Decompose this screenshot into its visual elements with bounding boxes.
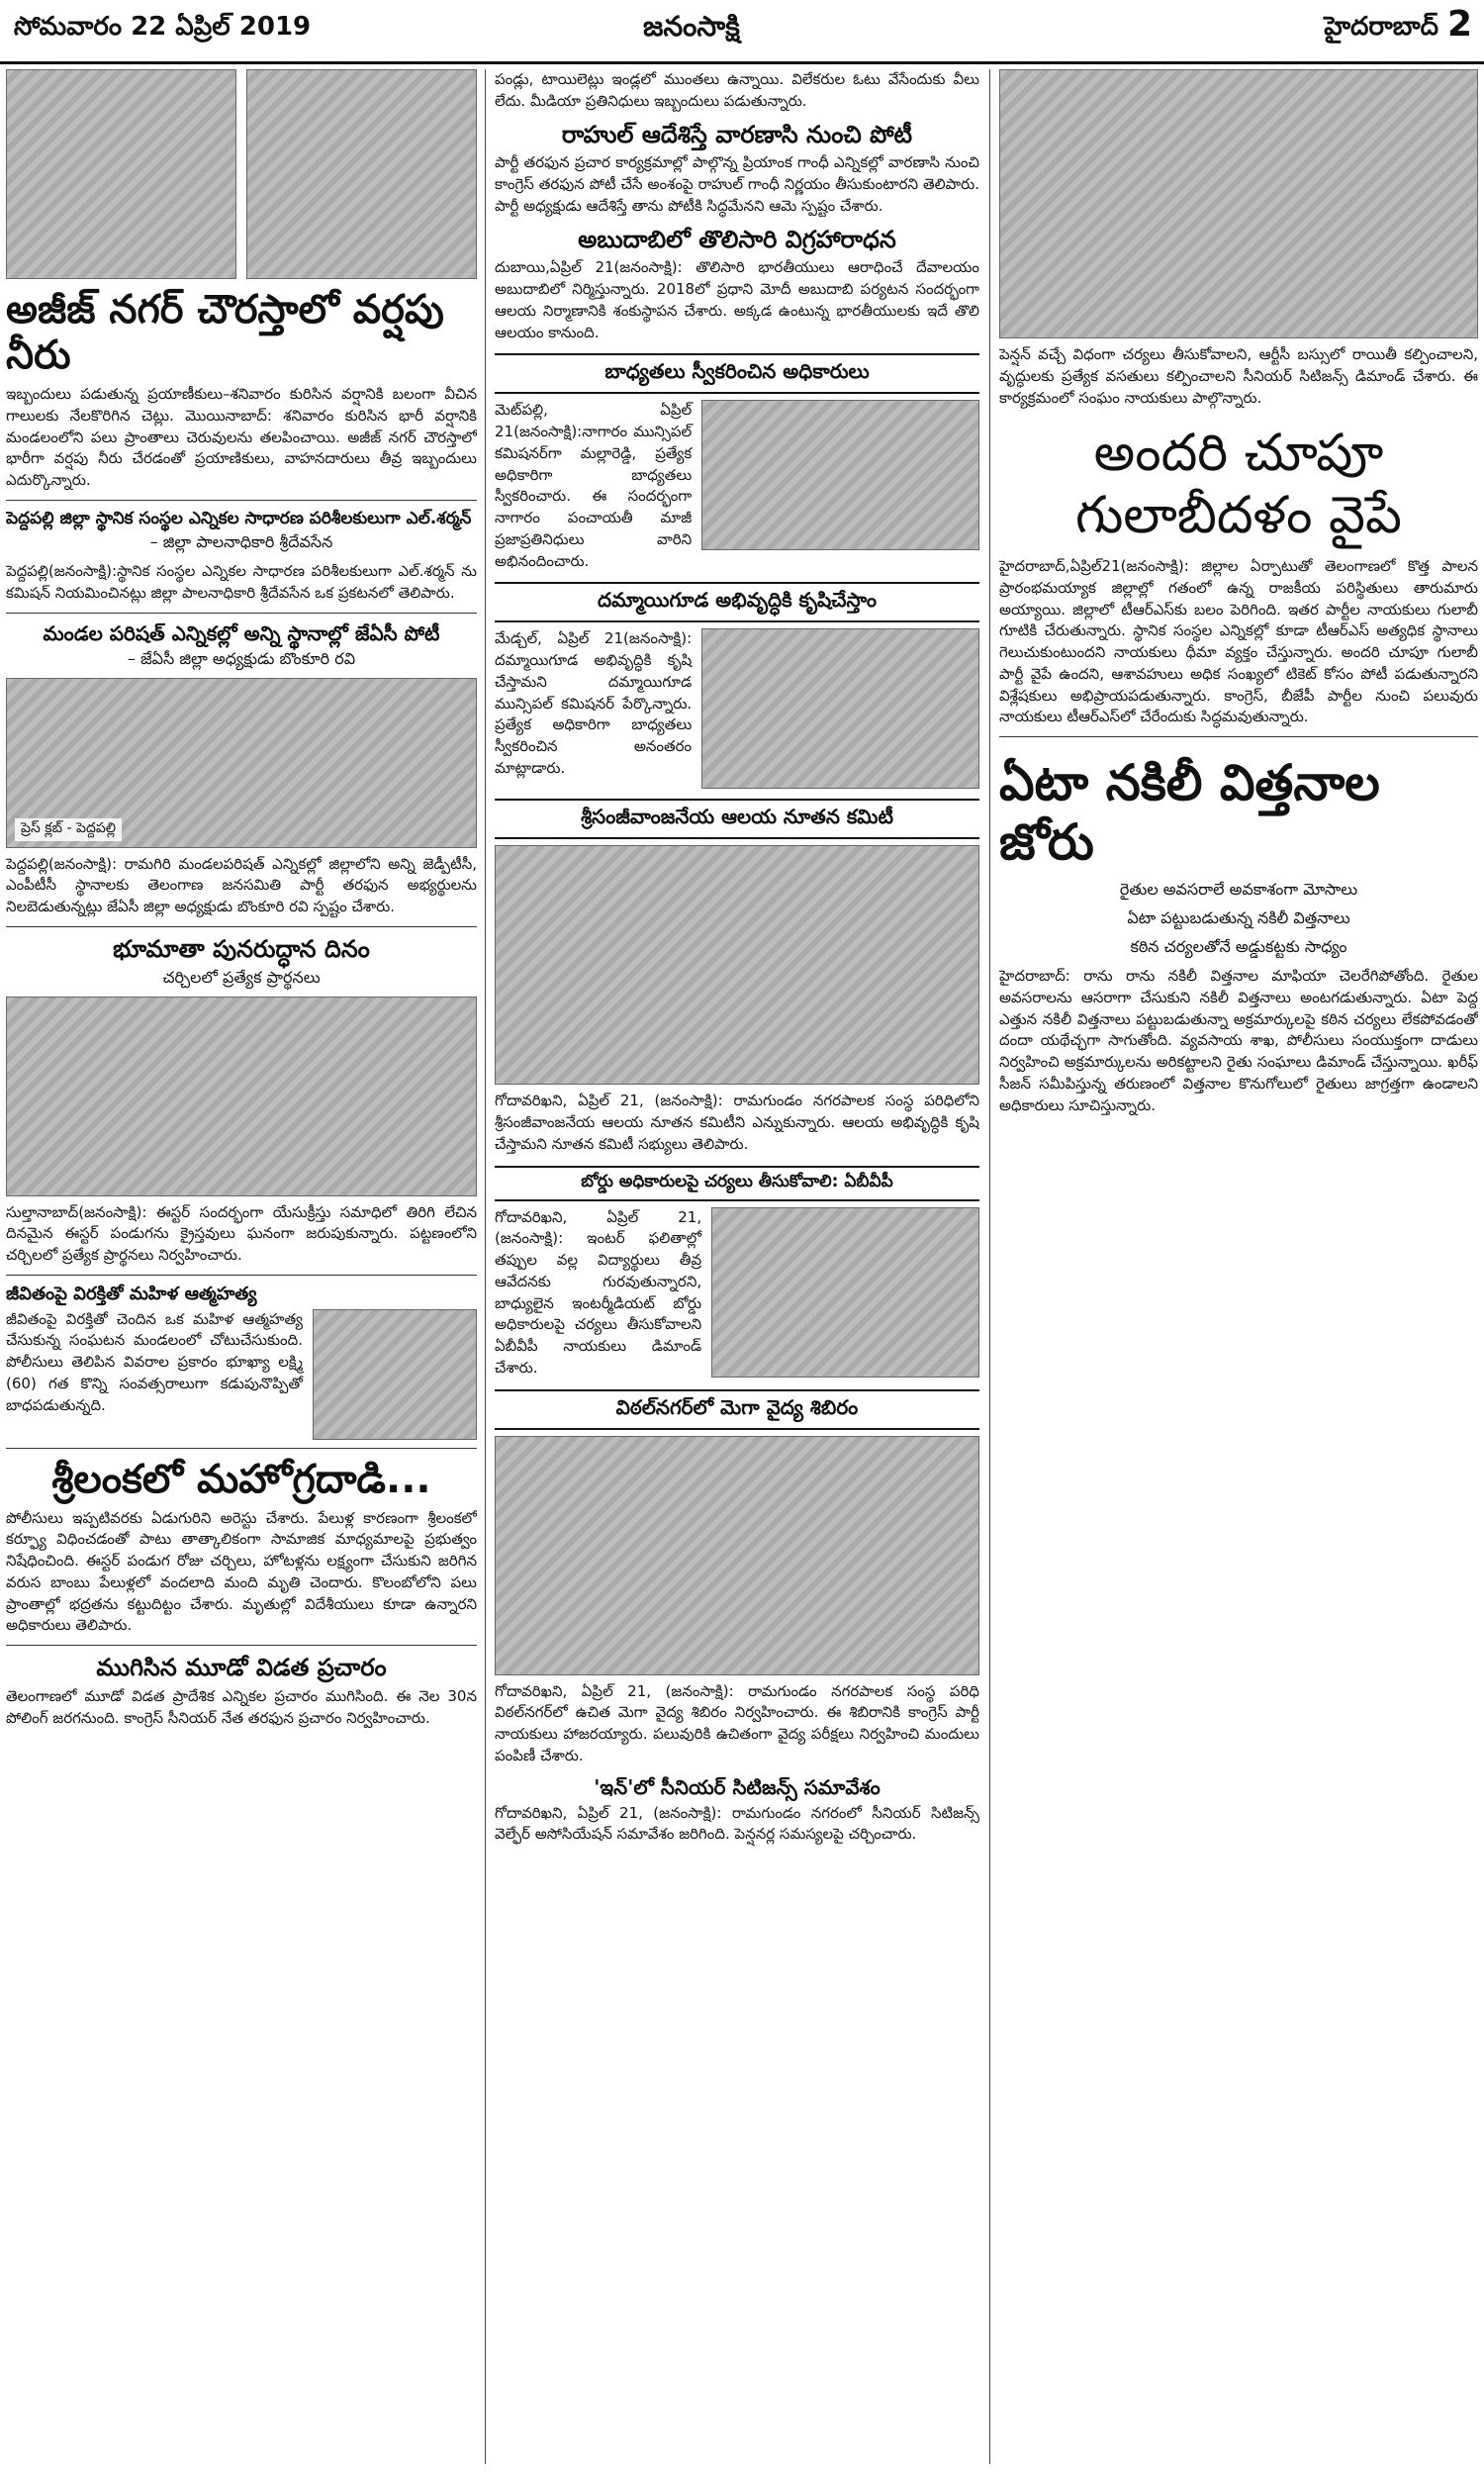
column-middle (495, 69, 979, 2464)
article-body: పెద్దపల్లి(జనంసాక్షి): రామగిరి మండలపరిషత్ ఎన్నికల్లో జిల్లాలోని అన్ని జెడ్పీటీసీ, ఎంపీటీసీ స్థానాలకు తెలంగాణ జనసమితి పార్టీ తరఫున అభ్యర్థులను నిలబెడుతున్నట్లు జేఏసీ జిల్లా అధ్యక్షుడు బొంకూరి రవి స్పష్టం చేశారు. (6, 854, 477, 916)
headline-varanasi: రాహుల్ ఆదేశిస్తే వారణాసి నుంచి పోటీ (561, 120, 913, 148)
column-right (999, 69, 1478, 2464)
edition-city: హైదరాబాద్ (1324, 12, 1438, 42)
subheadline: కఠిన చర్యలతోనే అడ్డుకట్టకు సాధ్యం (1130, 937, 1347, 957)
headline-dammaiguda: దమ్మాయిగూడ అభివృద్ధికి కృషిచేస్తాం (495, 582, 979, 622)
photo-row (6, 69, 477, 279)
article-body: గోదావరిఖని, ఏప్రిల్ 21, (జనంసాక్షి): రామగుండం నగరంలో సీనియర్ సిటిజన్స్ వెల్ఫేర్ అసోసియేషన్ సమావేశం జరిగింది. పెన్షనర్ల సమస్యలపై చర్చించారు. (495, 1803, 979, 1844)
photo-senior-citizens-meeting (999, 69, 1478, 338)
article-body: పార్టీ తరఫున ప్రచార కార్యక్రమాల్లో పాల్గొన్న ప్రియాంక గాంధీ ఎన్నికల్లో వారణాసి నుంచి కాంగ్రెస్ తరఫున పోటీ చేసే అంశంపై రాహుల్ గాంధీ నిర్ణయం తీసుకుంటారని తెలిపారు. పార్టీ అధ్యక్షుడు ఆదేశిస్తే తాను పోటీకి సిద్ధమేనని ఆమె స్పష్టం చేశారు. (495, 153, 979, 215)
page-number: 2 (1446, 4, 1472, 45)
headline-aziz-nagar: అజీజ్ నగర్ చౌరస్తాలో వర్షపు నీరు (6, 287, 444, 378)
photo-caption: ప్రెస్ క్లబ్ - పెద్దపల్లి (15, 818, 122, 841)
article-body: గోదావరిఖని, ఏప్రిల్ 21, (జనంసాక్షి): రామగుండం నగరపాలక సంస్థ పరిధి విఠల్‌నగర్‌లో ఉచిత మెగా వైద్య శిబిరం నిర్వహించారు. ఈ శిబిరానికి కాంగ్రెస్ పార్టీ నాయకులు హాజరయ్యారు. పలువురికి ఉచితంగా వైద్య పరీక్షలు నిర్వహించి మందులు పంపిణీ చేశారు. (495, 1681, 979, 1764)
divider (6, 926, 477, 927)
photo-abvp (711, 1207, 979, 1378)
divider (6, 1275, 477, 1276)
headline-senior-citizens: 'ఇన్'లో సీనియర్ సిటిజన్స్ సమావేశం (594, 1774, 881, 1799)
column-divider (485, 69, 486, 2464)
article-body: ఇబ్బందులు పడుతున్న ప్రయాణీకులు–శనివారం కురిసిన వర్షానికి బలంగా వీచిన గాలులకు నేలకొరిగిన చెట్లు. మొయినాబాద్: శనివారం కురిసిన భారీ వర్షానికి మండలంలోని పలు ప్రాంతాలు చెరువులను తలపించాయి. అజీజ్ నగర్ చౌరస్తాలో భారీగా వర్షపు నీరు చేరడంతో ప్రయాణికులు, వాహనదారులు తీవ్ర ఇబ్బందులు ఎదుర్కొన్నారు. (6, 385, 477, 489)
article-body: తెలంగాణలో మూడో విడత ప్రాదేశిక ఎన్నికల ప్రచారం ముగిసింది. ఈ నెల 30న పోలింగ్ జరగనుంది. కాంగ్రెస్ సీనియర్ నేత తరఫున ప్రచారం నిర్వహించారు. (6, 1686, 477, 1727)
headline-temple-committee: శ్రీసంజీవాంజనేయ ఆలయ నూతన కమిటీ (495, 799, 979, 839)
divider (6, 613, 477, 614)
article-row (6, 1309, 477, 1440)
photo-temple-committee (495, 845, 979, 1085)
article-body: పోలీసులు ఇప్పటివరకు ఏడుగురిని అరెస్టు చేశారు. పేలుళ్ల కారణంగా శ్రీలంకలో కర్ఫ్యూ విధించడంతో పాటు తాత్కాలికంగా సామాజిక మాధ్యమాలపై ప్రభుత్వం నిషేధించింది. ఈస్టర్ పండుగ రోజు చర్చిలు, హోటళ్లను లక్ష్యంగా చేసుకుని జరిగిన వరుస బాంబు పేలుళ్లలో వందలాది మంది మృతి చెందారు. కొలంబోలోని పలు ప్రాంతాల్లో భద్రతను కట్టుదిట్టం చేశారు. మృతుల్లో విదేశీయులు కూడా ఉన్నారని అధికారులు తెలిపారు. (6, 1508, 477, 1635)
article-row (495, 1207, 979, 1380)
subheadline: ఏటా పట్టుబడుతున్న నకిలీ విత్తనాలు (1127, 908, 1350, 928)
photo-church-prayer (6, 997, 477, 1196)
headline-trs: అందరి చూపూ గులాబీదళం వైపే (1075, 424, 1402, 545)
photo-medical-camp (495, 1436, 979, 1675)
article-body: గోదావరిఖని, ఏప్రిల్ 21, (జనంసాక్షి): ఇంటర్ ఫలితాల్లో తప్పుల వల్ల విద్యార్థులు తీవ్ర ఆవేదనకు గురవుతున్నారని, బాధ్యులైన ఇంటర్మీడియట్ బోర్డు అధికారులపై చర్యలు తీసుకోవాలని ఏబీవీపీ నాయకులు డిమాండ్ చేశారు. (495, 1207, 702, 1377)
headline-medical-camp: విఠల్‌నగర్‌లో మెగా వైద్య శిబిరం (495, 1389, 979, 1430)
article-body: హైదరాబాద్,ఏప్రిల్21(జనంసాక్షి): జిల్లాల ఏర్పాటుతో తెలంగాణలో కొత్త పాలన ప్రారంభమయ్యాక జిల్లాల్లో గతంలో ఉన్న రాజకీయ పరిస్థితులు తారుమారు అయ్యాయి. జిల్లాలో టీఆర్ఎస్‌కు బలం పెరిగింది. ఇతర పార్టీల నాయకులు గులాబీ గూటికి చేరుతున్నారు. స్థానిక సంస్థల ఎన్నికల్లో కూడా టీఆర్ఎస్ అత్యధిక స్థానాలు గెలుచుకుంటుందని నాయకులు ధీమా వ్యక్తం చేస్తున్నారు. అందరి చూపూ గులాబీ పార్టీ వైపే ఉందని, ఆశావహులు అధిక సంఖ్యలో టికెట్ కోసం పోటీ పడుతున్నారని విశ్లేషకులు అభిప్రాయపడుతున్నారు. కాంగ్రెస్, బీజేపీ పార్టీల నుంచి పలువురు నాయకులు టీఆర్ఎస్‌లో చేరేందుకు సిద్ధమవుతున్నారు. (999, 557, 1478, 726)
headline-srilanka-attack: శ్రీలంకలో మహోగ్రదాడి... (51, 1456, 431, 1502)
article-body: దుబాయి,ఏప్రిల్ 21(జనంసాక్షి): తొలిసారి భారతీయులు ఆరాధించే దేవాలయం అబుదాబిలో నిర్మిస్తున్నారు. 2018లో ప్రధాని మోదీ అబుదాబి పర్యటన సందర్భంగా ఆలయ నిర్మాణానికి శంకుస్థాపన చేశారు. అక్కడ ఉంటున్న భారతీయులకు ఇదే తొలి ఆలయం కానుంది. (495, 258, 979, 341)
article-body: జీవితంపై విరక్తితో చెందిన ఒక మహిళ ఆత్మహత్య చేసుకున్న సంఘటన మండలంలో చోటుచేసుకుంది. పోలీసులు తెలిపిన వివరాల ప్రకారం భూఖ్యా లక్ష్మి (60) గత కొన్ని సంవత్సరాలుగా కడుపునొప్పితో బాధపడుతున్నది. (6, 1309, 303, 1414)
article-body: పెన్షన్ వచ్చే విధంగా చర్యలు తీసుకోవాలని, ఆర్టీసీ బస్సులో రాయితీ కల్పించాలని, వృద్ధులకు ప్రత్యేక వసతులు కల్పించాలని సీనియర్ సిటిజన్స్ డిమాండ్ చేశారు. ఈ కార్యక్రమంలో సంఘం నాయకులు పాల్గొన్నారు. (999, 345, 1478, 407)
divider (6, 1448, 477, 1449)
photo-officials (701, 400, 979, 550)
headline-officials-charge: బాధ్యతలు స్వీకరించిన అధికారులు (495, 353, 979, 394)
divider (6, 1645, 477, 1646)
article-body: హైదరాబాద్: రాను రాను నకిలీ విత్తనాల మాఫియా చెలరేగిపోతోంది. రైతుల అవసరాలను ఆసరాగా చేసుకుని నకిలీ విత్తనాలు అంటగడుతున్నారు. ఏటా పెద్ద ఎత్తున నకిలీ విత్తనాలు పట్టుబడుతున్నా అక్రమార్కులపై కఠిన చర్యలు లేకపోవడంతో దందా యథేచ్ఛగా సాగుతోంది. వ్యవసాయ శాఖ, పోలీసులు సంయుక్తంగా దాడులు నిర్వహించి అక్రమార్కులను అరికట్టాలని రైతు సంఘాలు డిమాండ్ చేస్తున్నాయి. ఖరీఫ్ సీజన్ సమీపిస్తున్న తరుణంలో విత్తనాల కొనుగోలులో రైతులు జాగ్రత్తగా ఉండాలని అధికారులు సూచిస్తున్నారు. (999, 967, 1478, 1114)
headline-fake-seeds: ఏటా నకిలీ విత్తనాల జోరు (999, 754, 1380, 872)
article-row (495, 628, 979, 789)
issue-date: సోమవారం 22 ఏప్రిల్ 2019 (14, 12, 312, 42)
subheadline: రైతుల అవసరాలే అవకాశంగా మోసాలు (1119, 880, 1358, 900)
newspaper-logo: జనంసాక్షి (643, 10, 740, 43)
photo-flooded-road (6, 69, 236, 279)
article-body: పండ్లు, టాయిలెట్లు ఇండ్లలో ముంతలు ఉన్నాయి. విలేకరుల ఓటు వేసేందుకు వీలు లేదు. మీడియా ప్రతినిధులు ఇబ్బందులు పడుతున్నారు. (495, 70, 979, 110)
byline: – జేఏసీ జిల్లా అధ్యక్షుడు బొంకూరి రవి (127, 648, 356, 668)
divider (999, 736, 1478, 737)
headline-easter: భూమాతా పునరుద్ధాన దినం (113, 934, 370, 963)
byline: – జిల్లా పాలనాధికారి శ్రీదేవసేన (149, 532, 333, 552)
headline-abudhabi-temple: అబుదాబిలో తొలిసారి విగ్రహారాధన (578, 225, 896, 253)
photo-press-club (6, 678, 477, 848)
headline-election-observer: పెద్దపల్లి జిల్లా స్థానిక సంస్థల ఎన్నికల సాధారణ పరిశీలకులుగా ఎల్.శర్మన్ (6, 508, 472, 528)
photo-fallen-tree (246, 69, 477, 279)
column-divider (989, 69, 990, 2464)
column-left (6, 69, 477, 2464)
article-body: పెద్దపల్లి(జనంసాక్షి):స్థానిక సంస్థల ఎన్నికల సాధారణ పరిశీలకులుగా ఎల్.శర్మన్ ను కమిషన్ నియమించినట్లు జిల్లా పాలనాధికారి శ్రీదేవసేన ఒక ప్రకటనలో తెలిపారు. (6, 562, 477, 602)
photo-dammaiguda (701, 628, 979, 789)
article-body: మేడ్చల్, ఏప్రిల్ 21(జనంసాక్షి): దమ్మాయిగూడ అభివృద్ధికి కృషి చేస్తామని దమ్మాయిగూడ మున్సిపల్ కమిషనర్ పేర్కొన్నారు. ప్రత్యేక అధికారిగా బాధ్యతలు స్వీకరించిన అనంతరం మాట్లాడారు. (495, 629, 693, 777)
headline-campaign-ends: ముగిసిన మూడో విడత ప్రచారం (96, 1654, 387, 1682)
masthead (0, 0, 1484, 64)
headline-suicide: జీవితంపై విరక్తితో మహిళ ఆత్మహత్య (6, 1283, 257, 1304)
headline-abvp: బోర్డు అధికారులపై చర్యలు తీసుకోవాలి: ఏబీవీపీ (495, 1166, 979, 1201)
photo-victim (313, 1309, 477, 1440)
article-body: గోదావరిఖని, ఏప్రిల్ 21, (జనంసాక్షి): రామగుండం నగరపాలక సంస్థ పరిధిలోని శ్రీసంజీవాంజనేయ ఆలయ నూతన కమిటీని ఎన్నుకున్నారు. ఆలయ అభివృద్ధికి కృషి చేస్తామని నూతన కమిటీ సభ్యులు తెలిపారు. (495, 1092, 979, 1153)
subheadline: చర్చిలలో ప్రత్యేక ప్రార్థనలు (162, 967, 321, 987)
article-body: మెట్‌పల్లి, ఏప్రిల్ 21(జనంసాక్షి):నాగారం మున్సిపల్ కమిషనర్‌గా మల్లారెడ్డి, ప్రత్యేక అధికారిగా బాధ్యతలు స్వీకరించారు. ఈ సందర్భంగా నాగారం పంచాయతీ మాజీ ప్రజాప్రతినిధులు వారిని అభినందించారు. (495, 401, 693, 570)
article-row (495, 400, 979, 572)
divider (6, 500, 477, 501)
headline-jac-contest: మండల పరిషత్ ఎన్నికల్లో అన్ని స్థానాల్లో జేఏసీ పోటీ (43, 620, 440, 645)
article-body: సుల్తానాబాద్(జనంసాక్షి): ఈస్టర్ సందర్భంగా యేసుక్రీస్తు సమాధిలో తిరిగి లేచిన దినమైన ఈస్టర్ పండుగను క్రైస్తవులు ఘనంగా జరుపుకున్నారు. పట్టణంలోని చర్చిలలో ప్రత్యేక ప్రార్థనలు నిర్వహించారు. (6, 1202, 477, 1265)
